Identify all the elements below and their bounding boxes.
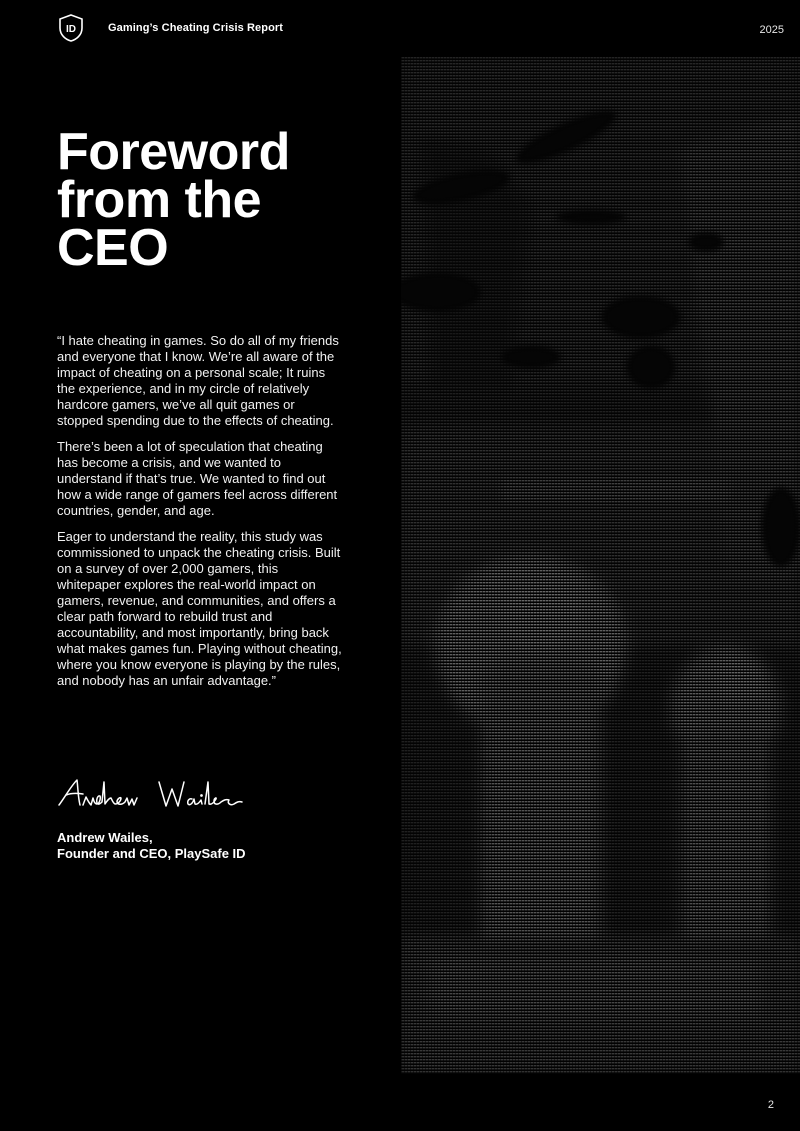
signatory	[57, 830, 246, 862]
shield-id-icon	[58, 14, 84, 42]
page-heading	[57, 123, 377, 277]
signatory-name: Andrew Wailes,	[57, 830, 153, 845]
foreword-paragraph: “I hate cheating in games. So do all of my friends and everyone that I know. We’re all aware of the impact of cheating on a personal scale; It ruins the experience, and in my circle of relatively hardcore gamers, we’ve all quit games or stopped spending due to the effects of cheating.	[57, 333, 339, 428]
page-number: 2	[767, 1099, 774, 1111]
heading-line: Foreword	[57, 123, 290, 181]
report-year: 2025	[759, 24, 784, 36]
logo-text: ID	[66, 24, 76, 35]
heading-line: from the	[57, 171, 261, 229]
foreword-paragraph: Eager to understand the reality, this study was commissioned to unpack the cheating crisis. Built on a survey of over 2,000 gamers, this whitepaper explores the real-world impact on gamers, revenue, and communities, and offers a clear path forward to rebuild trust and accountability, and most importantly, bring back what makes games fun. Playing without cheating, where you know everyone is playing by the rules, and nobody has an unfair advantage.”	[57, 529, 342, 688]
foreword-paragraph: There’s been a lot of speculation that cheating has become a crisis, and we wanted to understand if that’s true. We wanted to find out how a wide range of gamers feel across different countries, gender, and age.	[57, 439, 338, 518]
report-title: Gaming’s Cheating Crisis Report	[108, 22, 284, 34]
ascii-art-image	[401, 57, 800, 1074]
foreword-body	[57, 333, 342, 699]
heading-line: CEO	[57, 219, 169, 277]
handwritten-signature	[56, 772, 266, 822]
signatory-role: Founder and CEO, PlaySafe ID	[57, 846, 246, 861]
